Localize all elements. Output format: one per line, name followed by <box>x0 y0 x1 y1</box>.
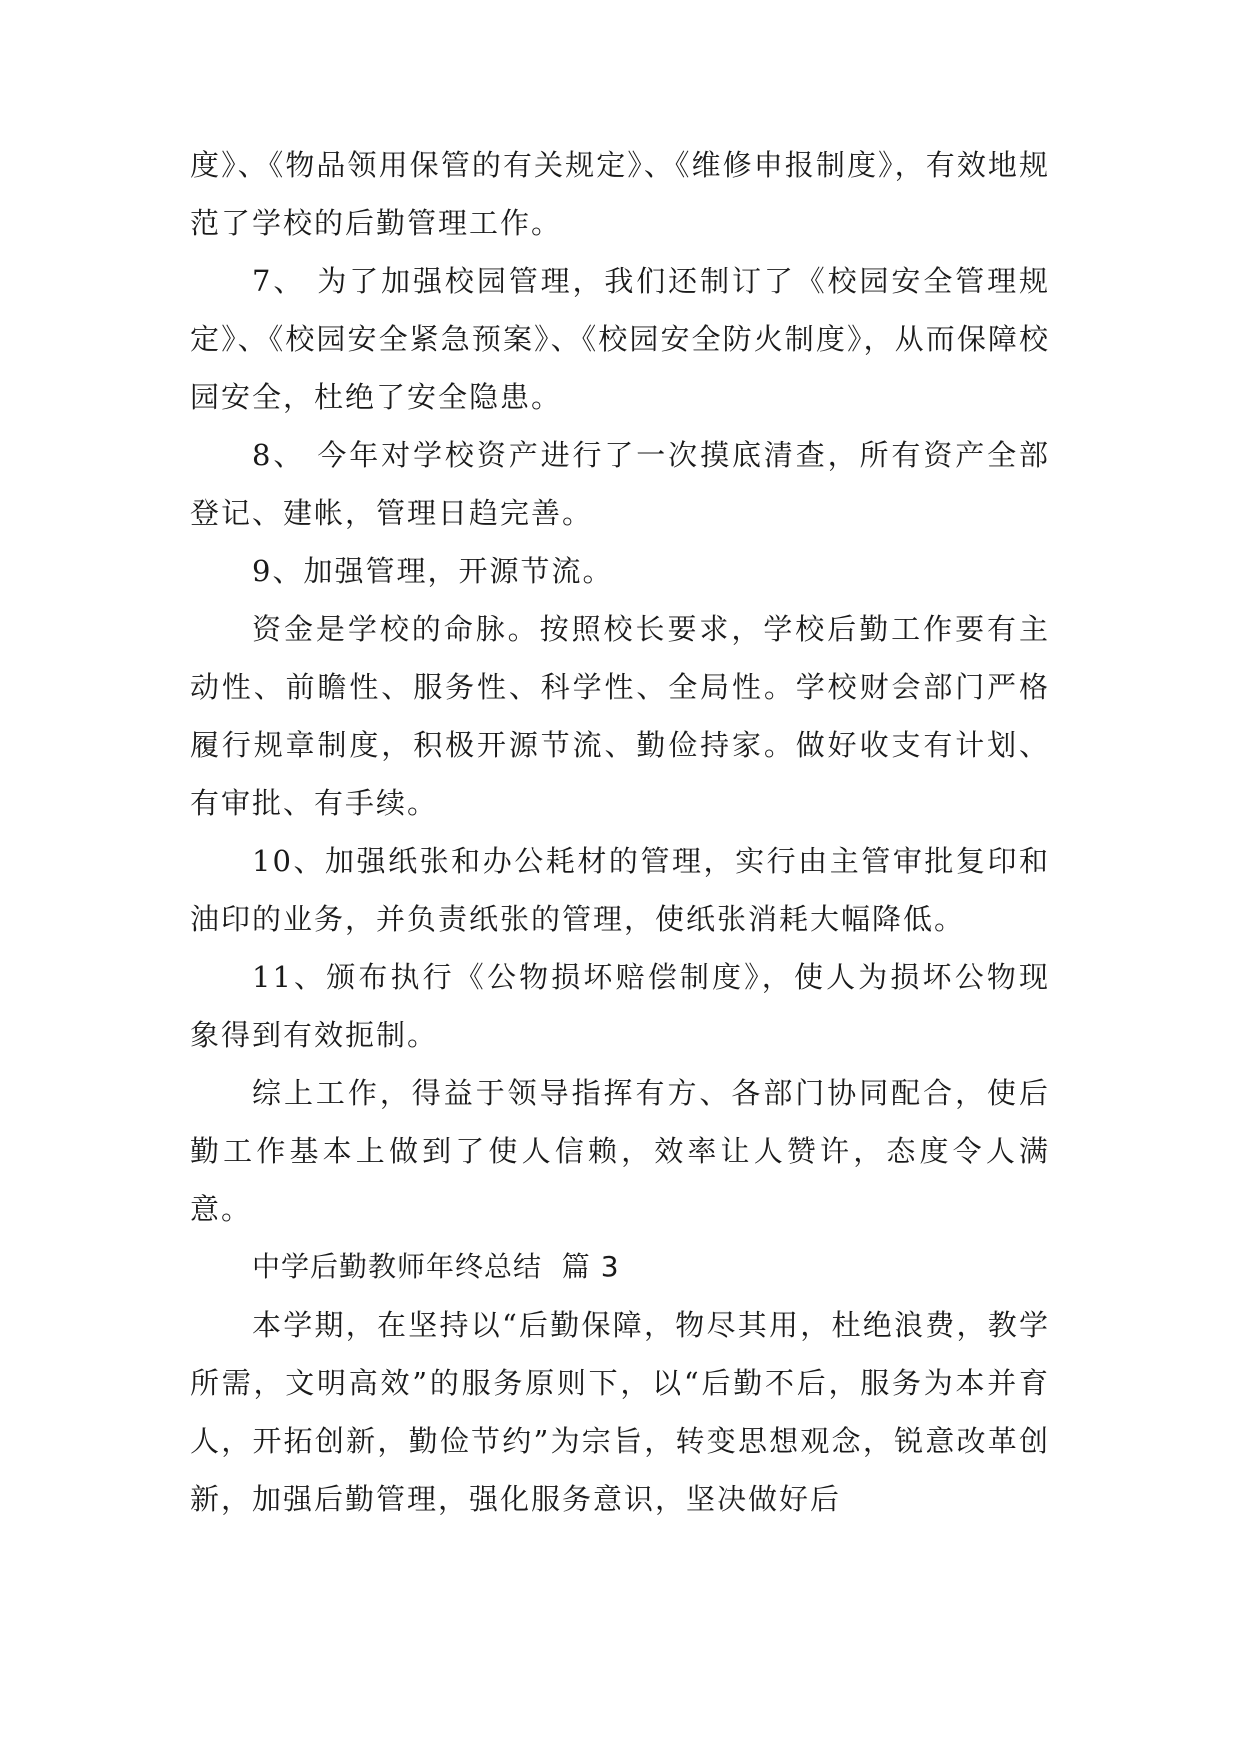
paragraph-funding: 资金是学校的命脉。按照校长要求，学校后勤工作要有主动性、前瞻性、服务性、科学性、全局性。学校财会部门严格履行规章制度，积极开源节流、勤俭持家。做好收支有计划、有审批、有手续。 <box>190 612 1050 820</box>
paragraph-item-7: 7、 为了加强校园管理，我们还制订了《校园安全管理规定》、《校园安全紧急预案》、《校园安全防火制度》，从而保障校园安全，杜绝了安全隐患。 <box>190 264 1050 414</box>
paragraph-item-11: 11、颁布执行《公物损坏赔偿制度》，使人为损坏公物现象得到有效扼制。 <box>190 960 1050 1052</box>
paragraph-item-9: 9、加强管理，开源节流。 <box>252 554 614 588</box>
paragraph-1: 度》、《物品领用保管的有关规定》、《维修申报制度》，有效地规范了学校的后勤管理工作。 <box>190 148 1050 240</box>
paragraph-summary: 综上工作，得益于领导指挥有方、各部门协同配合，使后勤工作基本上做到了使人信赖，效率让人赞许，态度令人满意。 <box>190 1076 1050 1226</box>
document-body <box>190 136 1050 1528</box>
paragraph-item-8: 8、 今年对学校资产进行了一次摸底清查，所有资产全部登记、建帐，管理日趋完善。 <box>190 438 1050 530</box>
paragraph-item-10: 10、加强纸张和办公耗材的管理，实行由主管审批复印和油印的业务，并负责纸张的管理，使纸张消耗大幅降低。 <box>190 844 1050 936</box>
section-heading: 中学后勤教师年终总结 篇 3 <box>252 1250 620 1283</box>
paragraph-final: 本学期，在坚持以“后勤保障，物尽其用，杜绝浪费，教学所需，文明高效”的服务原则下，以“后勤不后，服务为本并育人，开拓创新，勤俭节约”为宗旨，转变思想观念，锐意改革创新，加强后勤管理，强化服务意识，坚决做好后 <box>190 1308 1050 1516</box>
